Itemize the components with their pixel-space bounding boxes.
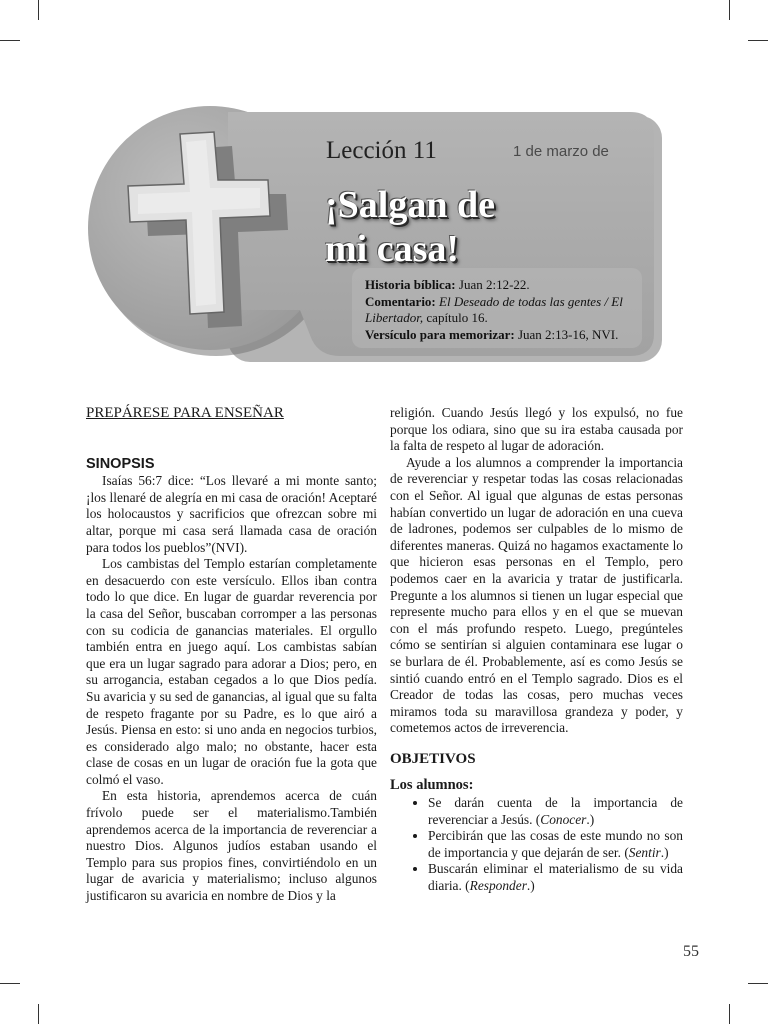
versiculo-value: Juan 2:13-16, NVI. — [517, 326, 619, 342]
list-item — [428, 795, 683, 828]
objective-end: .) — [660, 844, 669, 860]
lesson-number: Lección 11 — [326, 137, 437, 164]
comentario-label: Comentario: — [365, 293, 436, 309]
objective-tag: Sentir — [628, 844, 661, 860]
paragraph: Isaías 56:7 dice: “Los llevaré a mi monte santo; ¡los llenaré de alegría en mi casa de oración! Aceptaré los holocaustos y sacrificios que ofrezcan sobre mi altar, porque mi casa será llamada casa de oración para todos los pueblos”(NVI). — [86, 473, 377, 555]
lesson-date: 1 de marzo de — [513, 143, 609, 160]
historia-label: Historia bíblica: — [365, 277, 456, 292]
lesson-title — [325, 183, 585, 271]
lesson-title-line2: mi casa! — [325, 228, 460, 270]
objetivos-heading: OBJETIVOS — [390, 750, 476, 767]
objective-tag: Responder — [469, 878, 527, 894]
page-number: 55 — [683, 943, 699, 960]
paragraph: religión. Cuando Jesús llegó y los expulsó, no fue porque los odiara, sino que su ira estaba causada por la falta de respeto al lugar de adoración. — [390, 405, 683, 454]
comentario-row — [365, 294, 630, 327]
comentario-book: El Deseado de todas las gentes — [439, 293, 602, 309]
list-item — [428, 861, 683, 894]
versiculo-row — [365, 327, 630, 344]
historia-value: Juan 2:12-22. — [458, 277, 530, 292]
objective-end: .) — [526, 878, 535, 894]
comentario-book2: El Libertador, — [365, 293, 623, 325]
comentario-sep: / — [601, 293, 612, 309]
objective-text: Se darán cuenta de la importancia de reverenciar a Jesús. ( — [428, 795, 683, 827]
crop-mark — [38, 1004, 39, 1024]
objective-end: .) — [586, 811, 595, 827]
objective-tag: Conocer — [540, 811, 587, 827]
crop-mark — [748, 983, 768, 984]
crop-mark — [729, 1004, 730, 1024]
comentario-chapter: capítulo 16. — [423, 310, 488, 325]
paragraph: Los cambistas del Templo estarían completamente en desacuerdo con este versículo. Ellos iban contra todo lo que dice. En lugar de guardar reverencia por la casa del Señor, buscaban corromper a las personas con su codicia de ganancias materiales. El orgullo también entra en juego aquí. Los cambistas sabían que era un lugar sagrado para adorar a Dios; pero, en su arrogancia, estaban cegados a lo que Dios pedía. Su avaricia y su sed de ganancias, al igual que su falta de respeto fragante por su Padre, es lo que airó a Jesús. Piensa en esto: si uno anda en negocios turbios, es considerado algo malo; no obstante, hacer esta clase de cosas en un lugar de oración fue la gota que colmó el vaso. — [86, 556, 377, 787]
paragraph: Ayude a los alumnos a comprender la importancia de reverenciar y respetar todas las cosas relacionadas con el Señor. Al igual que algunas de estas personas habían convertido un lugar de adoración en una cueva de ladrones, podemos ser culpables de lo mismo de diferentes maneras. Quizá no hagamos exactamente lo que hicieron esas personas en el Templo, pero podemos caer en la avaricia y tratar de justificarla. Pregunte a los alumnos si tienen un lugar especial que represente mucho para ellos y en el que se muevan con el más profundo respeto. Luego, pregúnteles cómo se sentirían si alguien contaminara ese lugar o se burlara de él. Probablemente, así es como Jesús se sintió cuando entró en el Templo sagrado. Dios es el Creador de todas las cosas, pero muchas veces miramos toda su maravillosa grandeza y poder, y cometemos actos de irreverencia. — [390, 454, 683, 736]
prep-heading: PREPÁRESE PARA ENSEÑAR — [86, 405, 284, 421]
sinopsis-heading: SINOPSIS — [86, 455, 155, 472]
objective-text: Percibirán que las cosas de este mundo no son de importancia y que dejarán de ser. ( — [428, 828, 683, 860]
crop-mark — [0, 983, 20, 984]
versiculo-label: Versículo para memorizar: — [365, 326, 515, 342]
historia-row — [365, 277, 630, 294]
left-column — [86, 405, 377, 905]
right-column — [390, 405, 683, 895]
list-item — [428, 828, 683, 861]
paragraph: En esta historia, aprendemos acerca de cuán frívolo puede ser el materialismo.También aprendemos acerca de la importancia de reverenciar a nuestro Dios. Algunos judíos estaban usando el Templo para sus propios fines, convirtiéndolo en un lugar de avaricia y materialismo; incluso algunos justificaron su avaricia en nombre de Dios y la — [86, 788, 377, 904]
objective-text: Buscarán eliminar el materialismo de su vida diaria. ( — [428, 861, 683, 894]
lesson-references — [365, 277, 630, 343]
lesson-title-line1: ¡Salgan de — [325, 184, 495, 226]
objectives-list — [390, 795, 683, 895]
alumnos-heading: Los alumnos: — [390, 777, 474, 794]
